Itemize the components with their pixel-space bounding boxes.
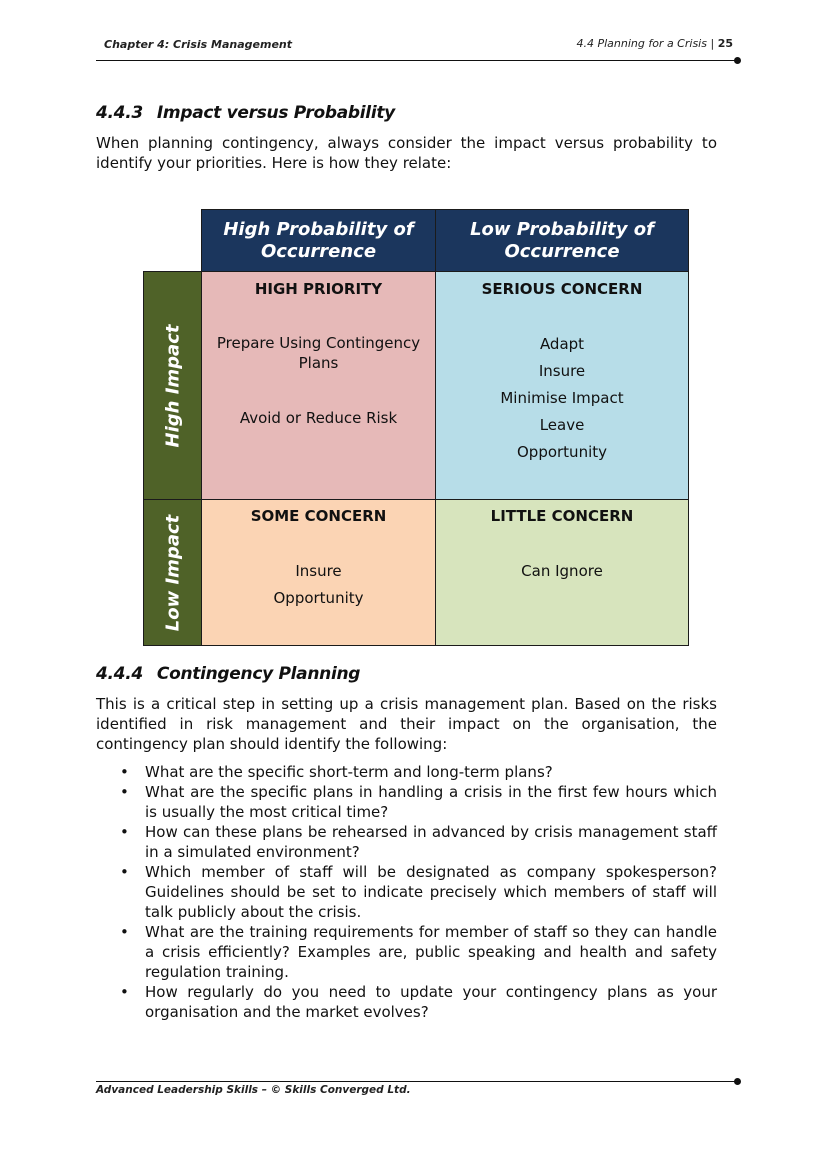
- header-separator: |: [710, 37, 715, 50]
- header-chapter: Chapter 4: Crisis Management: [104, 38, 292, 51]
- quadrant-some-concern: [201, 499, 436, 646]
- list-item: • What are the training requirements for member of staff so they can handle a crisis efficiently? Examples are, public speaking and health and safety regulation training.: [96, 922, 717, 982]
- header-rule-dot: [734, 57, 741, 64]
- section-title: Impact versus Probability: [156, 103, 395, 123]
- row-header-label: Low Impact: [162, 514, 183, 631]
- quadrant-item: Prepare Using Contingency Plans: [216, 334, 421, 372]
- section-intro-paragraph: When planning contingency, always consider the impact versus probability to identify your priorities. Here is how they relate:: [96, 134, 717, 172]
- quadrant-title: HIGH PRIORITY: [254, 280, 383, 298]
- footer-rule-dot: [734, 1078, 741, 1085]
- list-item: • What are the specific short-term and long-term plans?: [96, 762, 717, 782]
- page-number: 25: [717, 37, 733, 50]
- column-header-low-probability: [435, 209, 689, 272]
- quadrant-title: SERIOUS CONCERN: [481, 280, 643, 298]
- section-heading-impact: [96, 103, 395, 123]
- section-intro-paragraph: This is a critical step in setting up a crisis management plan. Based on the risks identified in risk management and their impact on the organisation, the contingency plan should identify the following:: [96, 695, 717, 753]
- header-rule: [96, 60, 737, 61]
- section-number: 4.4.3: [96, 103, 143, 123]
- quadrant-serious-concern: [435, 271, 689, 500]
- quadrant-item: Leave: [539, 416, 585, 434]
- quadrant-title: SOME CONCERN: [250, 507, 387, 525]
- quadrant-item: Avoid or Reduce Risk: [239, 409, 398, 427]
- header-section-title: 4.4 Planning for a Crisis: [576, 37, 707, 50]
- row-header-label: High Impact: [162, 324, 183, 447]
- list-item: • Which member of staff will be designated as company spokesperson? Guidelines should be set to indicate precisely which members of staff will talk publicly about the crisis.: [96, 862, 717, 922]
- footer-text: Advanced Leadership Skills – © Skills Converged Ltd.: [96, 1084, 411, 1096]
- quadrant-title: LITTLE CONCERN: [490, 507, 634, 525]
- quadrant-high-priority: [201, 271, 436, 500]
- quadrant-item: Minimise Impact: [500, 389, 624, 407]
- section-number: 4.4.4: [96, 664, 143, 684]
- list-item: • What are the specific plans in handling a crisis in the first few hours which is usually the most critical time?: [96, 782, 717, 822]
- quadrant-item: Opportunity: [273, 589, 364, 607]
- contingency-questions-list: [96, 762, 717, 1022]
- section-heading-contingency: [96, 664, 360, 684]
- row-header-high-impact: [143, 271, 202, 500]
- column-header-high-probability: [201, 209, 436, 272]
- column-header-label: High Probability of Occurrence: [223, 218, 414, 262]
- section-title: Contingency Planning: [156, 664, 361, 684]
- list-item: • How regularly do you need to update your contingency plans as your organisation and the market evolves?: [96, 982, 717, 1022]
- quadrant-item: Can Ignore: [521, 562, 603, 580]
- row-header-low-impact: [143, 499, 202, 646]
- column-header-label: Low Probability of Occurrence: [470, 218, 654, 262]
- header-section: [576, 37, 733, 50]
- footer-rule: [96, 1081, 737, 1082]
- quadrant-little-concern: [435, 499, 689, 646]
- list-item: • How can these plans be rehearsed in advanced by crisis management staff in a simulated environment?: [96, 822, 717, 862]
- quadrant-item: Insure: [538, 362, 586, 380]
- quadrant-item: Opportunity: [516, 443, 607, 461]
- quadrant-item: Adapt: [539, 335, 585, 353]
- quadrant-item: Insure: [295, 562, 342, 580]
